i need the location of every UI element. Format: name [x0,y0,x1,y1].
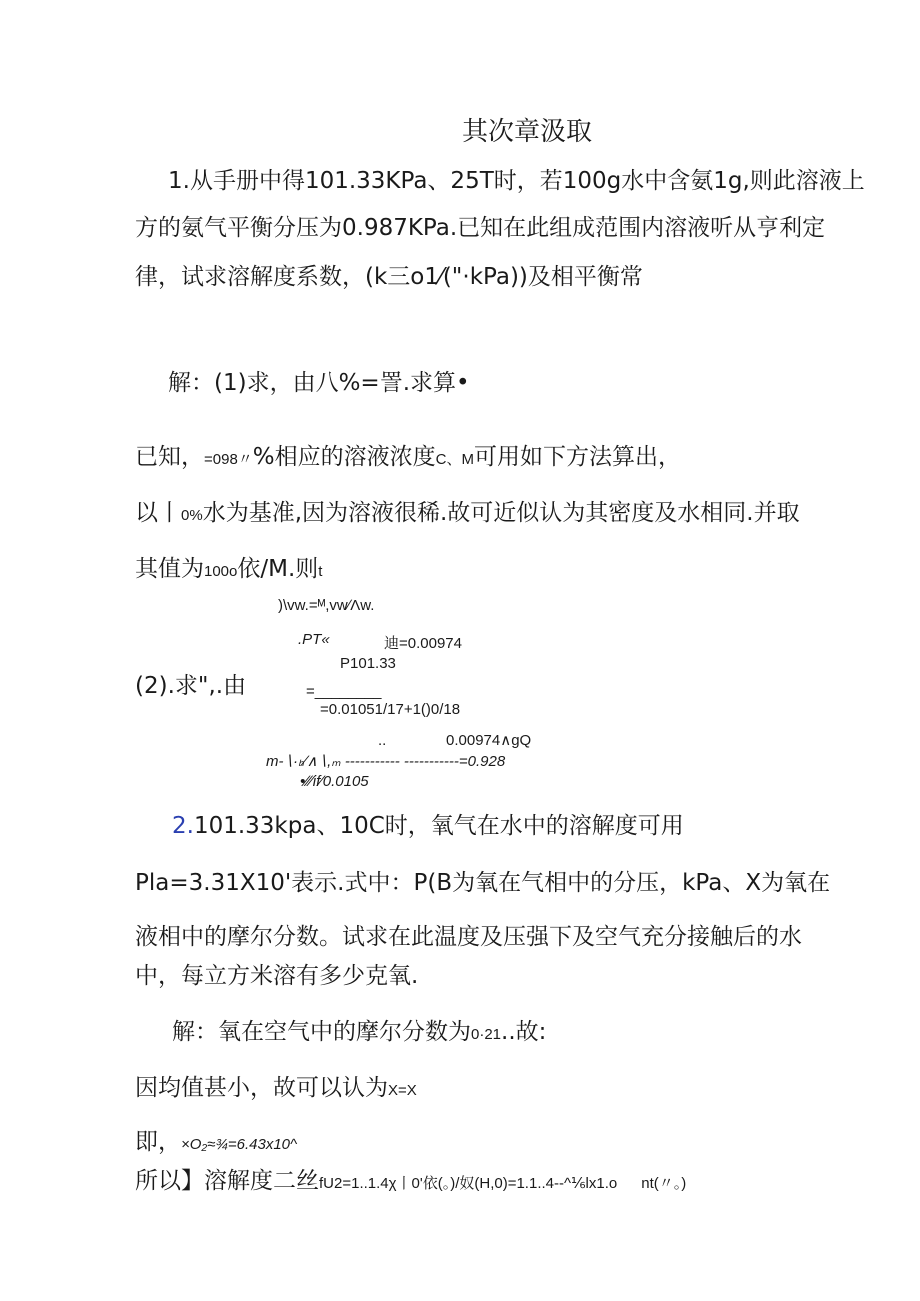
problem2-line2: Pla=3.31X10'表示.式中：P(B为氧在气相中的分压，kPa、X为氧在 [135,870,831,896]
sol2-l1-b: 0·21 [471,1026,502,1043]
formula-9: m-∖·ₕ∕∧∖,ₘ ----------- -----------=0.928 [266,753,506,770]
formula-5: =________ [306,683,382,700]
sol2-l2-b: X=X [388,1082,417,1099]
solution1-line3 [135,502,800,525]
sol1-l3-a: 以丨 [135,500,181,526]
sol1-l4-b: 100o [204,563,238,580]
sol1-l2-b: =098〃 [204,451,253,468]
sol2-l4-a: 所以】溶解度二丝 [135,1168,319,1194]
part2-label: (2).求",.由 [135,673,247,699]
problem2-line1-text: 101.33kpa、10C时，氧气在水中的溶解度可用 [193,813,684,839]
sol1-l2-e: 可用如下方法算出， [473,444,681,470]
solution2-line2 [135,1077,417,1100]
sol2-l1-c: ..故: [501,1019,547,1045]
formula-8: 0.00974∧gQ [446,732,532,749]
solution1-line1: 解：(1)求，由八%=詈.求算• [168,370,470,396]
formula-6: =0.01051/17+1()0/18 [320,701,461,718]
problem2-line3: 液相中的摩尔分数。试求在此温度及压强下及空气充分接触后的水 [135,924,802,950]
problem1-line1: 1.从手册中得101.33KPa、25T时，若100g水中含氨1g,则此溶液上 [168,168,865,194]
sol1-l3-b: 0% [181,507,203,524]
problem1-line2: 方的氨气平衡分压为0.987KPa.已知在此组成范围内溶液听从亨利定 [135,215,826,241]
sol1-l4-a: 其值为 [135,556,204,582]
formula-4: P101.33 [340,655,396,672]
sol1-l2-a: 已知， [135,444,204,470]
problem2-line4: 中，每立方米溶有多少克氧. [135,963,419,989]
solution2-line4 [135,1170,686,1193]
solution1-line4 [135,558,322,581]
sol1-l2-c: %相应的溶液浓度 [252,444,436,470]
formula-2: .PT« [298,631,330,648]
sol2-l3-b: ×O₂≈¾=6.43x10^ [181,1136,298,1153]
page-title: 其次章汲取 [462,117,593,147]
problem2-number: 2. [172,813,194,839]
problem2-line1 [172,815,684,838]
problem1-line3: 律，试求溶解度系数，(k三o1⁄("·kPa))及相平衡常 [135,264,643,290]
sol2-l4-c: nt(〃。) [641,1175,687,1192]
sol1-l2-d: C、M [435,451,474,468]
formula-10: •∕∕∕if∕0.0105 [300,773,369,790]
sol1-l4-c: 依/M.则 [237,556,319,582]
sol2-l1-a: 解：氧在空气中的摩尔分数为 [172,1019,471,1045]
sol2-l2-a: 因均值甚小，故可以认为 [135,1075,388,1101]
formula-3: 迪=0.00974 [384,635,462,652]
formula-1: )\vw.=ᴹ,vw∕Λw. [278,597,375,614]
solution2-line1 [172,1021,546,1044]
solution1-line2 [135,446,681,469]
solution2-line3 [135,1131,297,1154]
sol1-l4-d: t [318,563,323,580]
formula-7: .. [378,732,387,749]
sol2-l4-b: fU2=1..1.4χ丨0'依(。)/奴(H,0)=1.1..4--^⅙lx1.o [319,1175,618,1192]
sol1-l3-c: 水为基准,因为溶液很稀.故可近似认为其密度及水相同.并取 [202,500,800,526]
sol2-l3-a: 即， [135,1129,181,1155]
